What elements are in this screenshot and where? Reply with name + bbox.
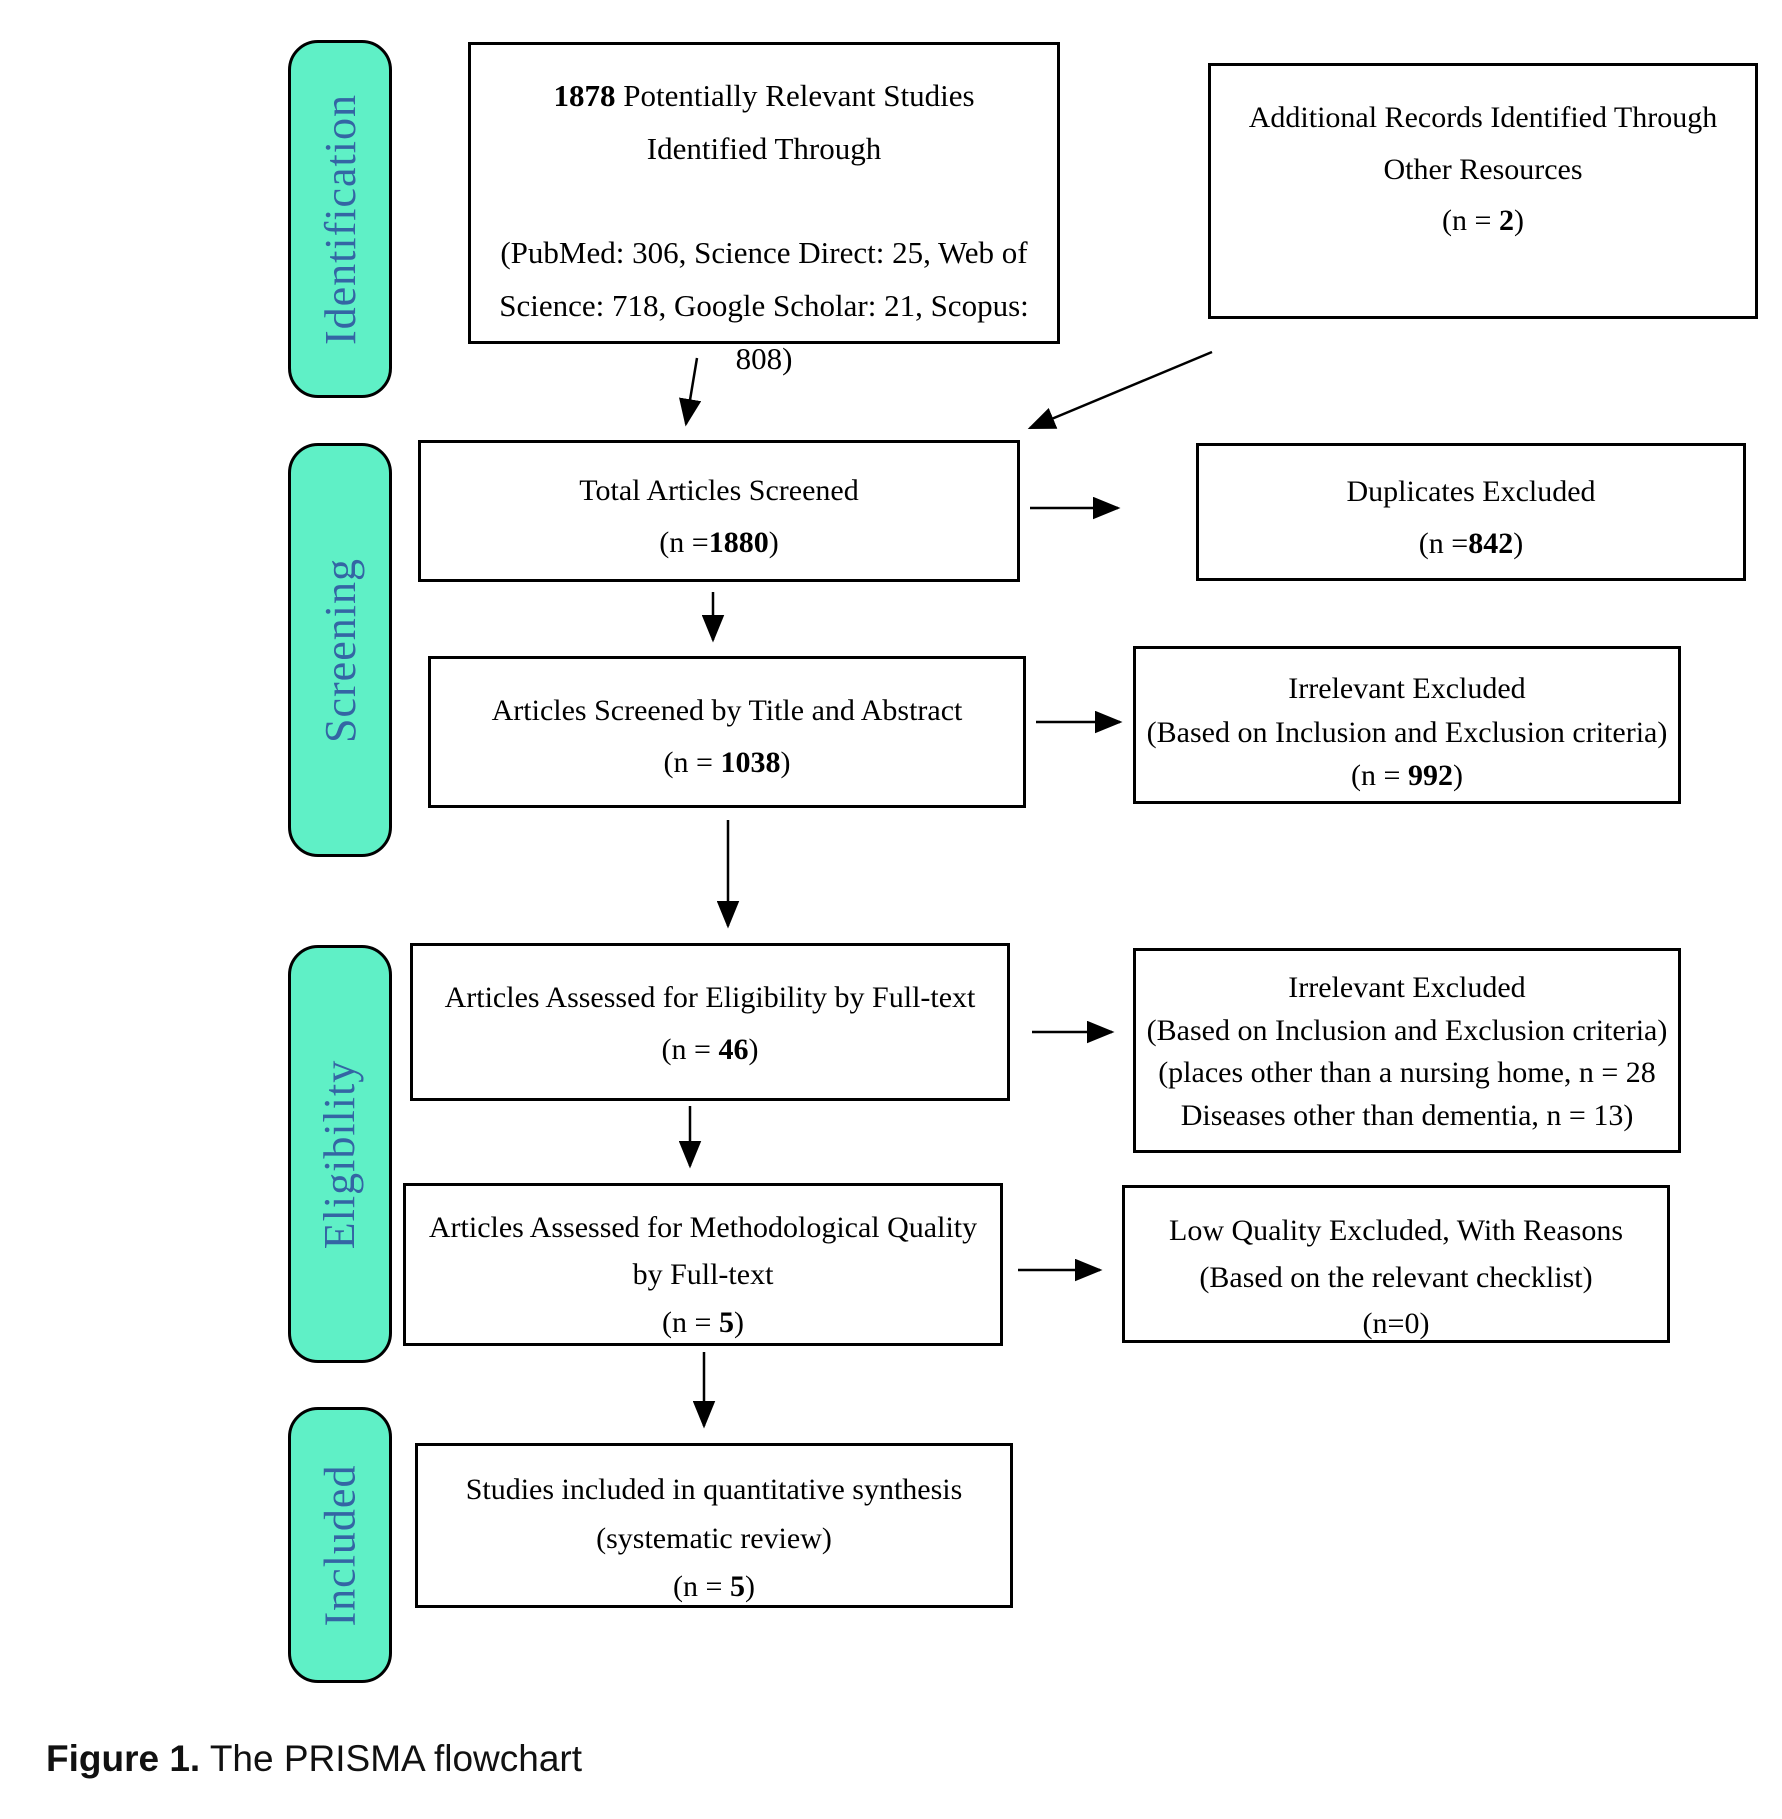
box-sources: (PubMed: 306, Science Direct: 25, Web of Science: 718, Google Scholar: 21, Scopus: 808) [499,234,1029,377]
box-duplicates-excluded [1196,443,1746,581]
box-title-line: Identified Through [646,131,882,167]
stage-label-included [288,1407,392,1683]
box-title-line: Articles Assessed for Eligibility by Full-text [444,981,976,1014]
stage-label-eligibility [288,945,392,1363]
box-title-line: Total Articles Screened [579,474,859,507]
box-title-line: Studies included in quantitative synthesis [465,1473,963,1506]
box-total-articles-screened [418,440,1020,582]
box-studies-included [415,1443,1013,1608]
box-n-line: (n = 5) [673,1570,755,1604]
stage-label-text: Eligibility [315,1059,365,1249]
figure-caption-number: Figure 1. [46,1738,201,1779]
box-n-line: (n=0) [1362,1307,1430,1340]
box-title-line: Other Resources [1383,152,1583,186]
box-title-line: Irrelevant Excluded [1288,672,1526,705]
box-criteria-line: (Based on the relevant checklist) [1199,1260,1593,1294]
box-low-quality-excluded [1122,1185,1670,1343]
box-title-line: Irrelevant Excluded [1288,971,1526,1004]
box-n-line: (n = 5) [662,1305,744,1339]
box-n-line: (n = 992) [1351,759,1463,792]
stage-label-text: Identification [315,93,365,345]
stage-label-text: Screening [315,557,365,743]
box-additional-records [1208,63,1758,319]
box-assessed-methodological-quality [403,1183,1003,1346]
box-criteria-line: (Based on Inclusion and Exclusion criteria) [1146,715,1668,749]
stage-label-identification [288,40,392,398]
box-n-line: (n =842) [1418,526,1524,560]
figure-caption-text: The PRISMA flowchart [200,1738,583,1779]
box-title-line: Duplicates Excluded [1346,475,1596,508]
box-title-line: by Full-text [632,1258,774,1292]
box-reason-line: (places other than a nursing home, n = 28 [1158,1056,1656,1090]
arrow-additional-to-screened [1030,352,1212,428]
box-title-line: 1878 Potentially Relevant Studies [553,78,975,113]
box-title-line: Additional Records Identified Through [1248,101,1718,134]
box-criteria-line: (Based on Inclusion and Exclusion criteria) [1146,1013,1668,1047]
box-screened-title-abstract [428,656,1026,808]
box-potentially-relevant-studies [468,42,1060,377]
figure-caption [46,1738,582,1780]
box-assessed-eligibility-fulltext [410,943,1010,1101]
box-title-line: Articles Assessed for Methodological Quality [428,1211,978,1244]
stage-label-text: Included [315,1464,365,1626]
box-n-line: (n = 46) [661,1032,759,1066]
box-n-line: (n = 1038) [663,745,791,779]
box-title-line: Articles Screened by Title and Abstract [491,694,963,727]
box-title-line: Low Quality Excluded, With Reasons [1169,1214,1623,1247]
box-reason-line: Diseases other than dementia, n = 13) [1180,1098,1634,1132]
stage-label-screening [288,443,392,857]
box-irrelevant-excluded-2 [1133,948,1681,1153]
box-n-line: (n = 2) [1442,204,1524,238]
box-n-line: (n =1880) [659,525,779,559]
box-title-line: (systematic review) [596,1521,832,1555]
box-irrelevant-excluded-1 [1133,646,1681,804]
